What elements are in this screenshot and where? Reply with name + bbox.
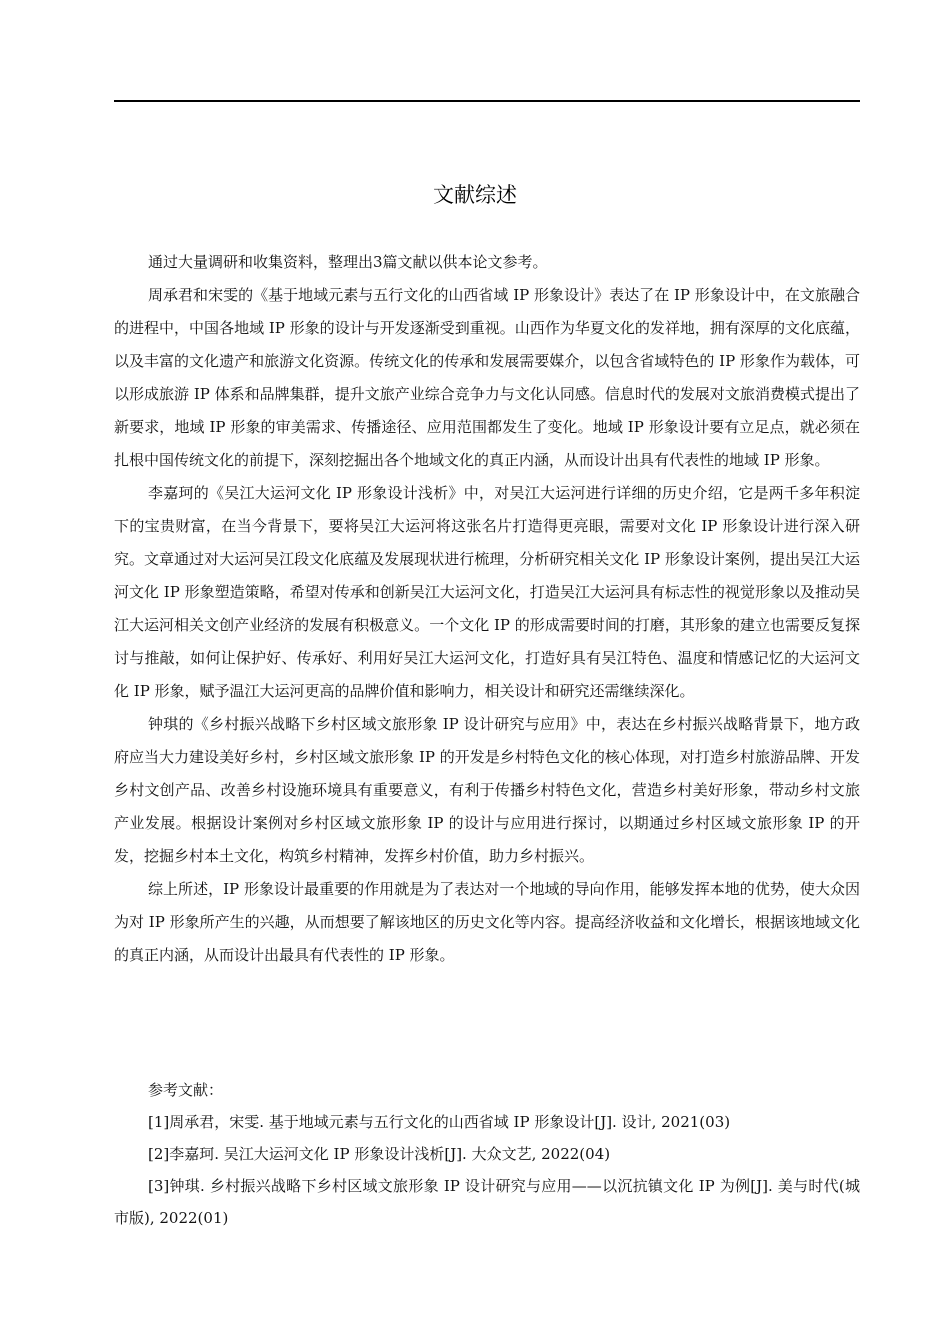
references-heading: 参考文献：	[148, 1081, 224, 1099]
body-text	[114, 246, 860, 972]
intro-paragraph: 通过大量调研和收集资料，整理出3篇文献以供本论文参考。	[148, 253, 548, 271]
review-paragraph-zhou: 周承君和宋雯的《基于地域元素与五行文化的山西省域 IP 形象设计》表达了在 IP 形象设计中，在文旅融合的进程中，中国各地域 IP 形象的设计与开发逐渐受到重视。山西作为华夏文化的发祥地，拥有深厚的文化底蕴，以及丰富的文化遗产和旅游文化资源。传统文化的传承和发展需要媒介，以包含省域特色的 IP 形象作为载体，可以形成旅游 IP 体系和品牌集群，提升文旅产业综合竞争力与文化认同感。信息时代的发展对文旅消费模式提出了新要求，地域 IP 形象的审美需求、传播途径、应用范围都发生了变化。地域 IP 形象设计要有立足点，就必须在扎根中国传统文化的前提下，深刻挖掘出各个地域文化的真正内涵，从而设计出具有代表性的地域 IP 形象。	[114, 286, 860, 469]
page-title: 文献综述	[433, 183, 517, 207]
reference-item: [1]周承君，宋雯. 基于地域元素与五行文化的山西省域 IP 形象设计[J]. 设计, 2021(03)	[148, 1113, 731, 1131]
references-section	[114, 1074, 860, 1234]
header-rule	[114, 100, 860, 102]
reference-item: [2]李嘉珂. 吴江大运河文化 IP 形象设计浅析[J]. 大众文艺, 2022(04)	[148, 1145, 611, 1163]
summary-paragraph: 综上所述，IP 形象设计最重要的作用就是为了表达对一个地域的导向作用，能够发挥本地的优势，使大众因为对 IP 形象所产生的兴趣，从而想要了解该地区的历史文化等内容。提高经济收益和文化增长，根据该地域文化的真正内涵，从而设计出最具有代表性的 IP 形象。	[114, 880, 860, 964]
review-paragraph-zhong: 钟琪的《乡村振兴战略下乡村区域文旅形象 IP 设计研究与应用》中，表达在乡村振兴战略背景下，地方政府应当大力建设美好乡村，乡村区域文旅形象 IP 的开发是乡村特色文化的核心体现，对打造乡村旅游品牌、开发乡村文创产品、改善乡村设施环境具有重要意义，有利于传播乡村特色文化，营造乡村美好形象，带动乡村文旅产业发展。根据设计案例对乡村区域文旅形象 IP 的设计与应用进行探讨，以期通过乡村区域文旅形象 IP 的开发，挖掘乡村本土文化，构筑乡村精神，发挥乡村价值，助力乡村振兴。	[114, 715, 860, 865]
reference-item: [3]钟琪. 乡村振兴战略下乡村区域文旅形象 IP 设计研究与应用——以沉抗镇文化 IP 为例[J]. 美与时代(城市版), 2022(01)	[114, 1177, 860, 1227]
review-paragraph-li: 李嘉珂的《吴江大运河文化 IP 形象设计浅析》中，对吴江大运河进行详细的历史介绍，它是两千多年积淀下的宝贵财富，在当今背景下，要将吴江大运河将这张名片打造得更亮眼，需要对文化 IP 形象设计进行深入研究。文章通过对大运河吴江段文化底蕴及发展现状进行梳理，分析研究相关文化 IP 形象设计案例，提出吴江大运河文化 IP 形象塑造策略，希望对传承和创新吴江大运河文化，打造吴江大运河具有标志性的视觉形象以及推动吴江大运河相关文创产业经济的发展有积极意义。一个文化 IP 的形成需要时间的打磨，其形象的建立也需要反复探讨与推敲，如何让保护好、传承好、利用好吴江大运河文化，打造好具有吴江特色、温度和情感记忆的大运河文化 IP 形象，赋予温江大运河更高的品牌价值和影响力，相关设计和研究还需继续深化。	[114, 484, 860, 700]
